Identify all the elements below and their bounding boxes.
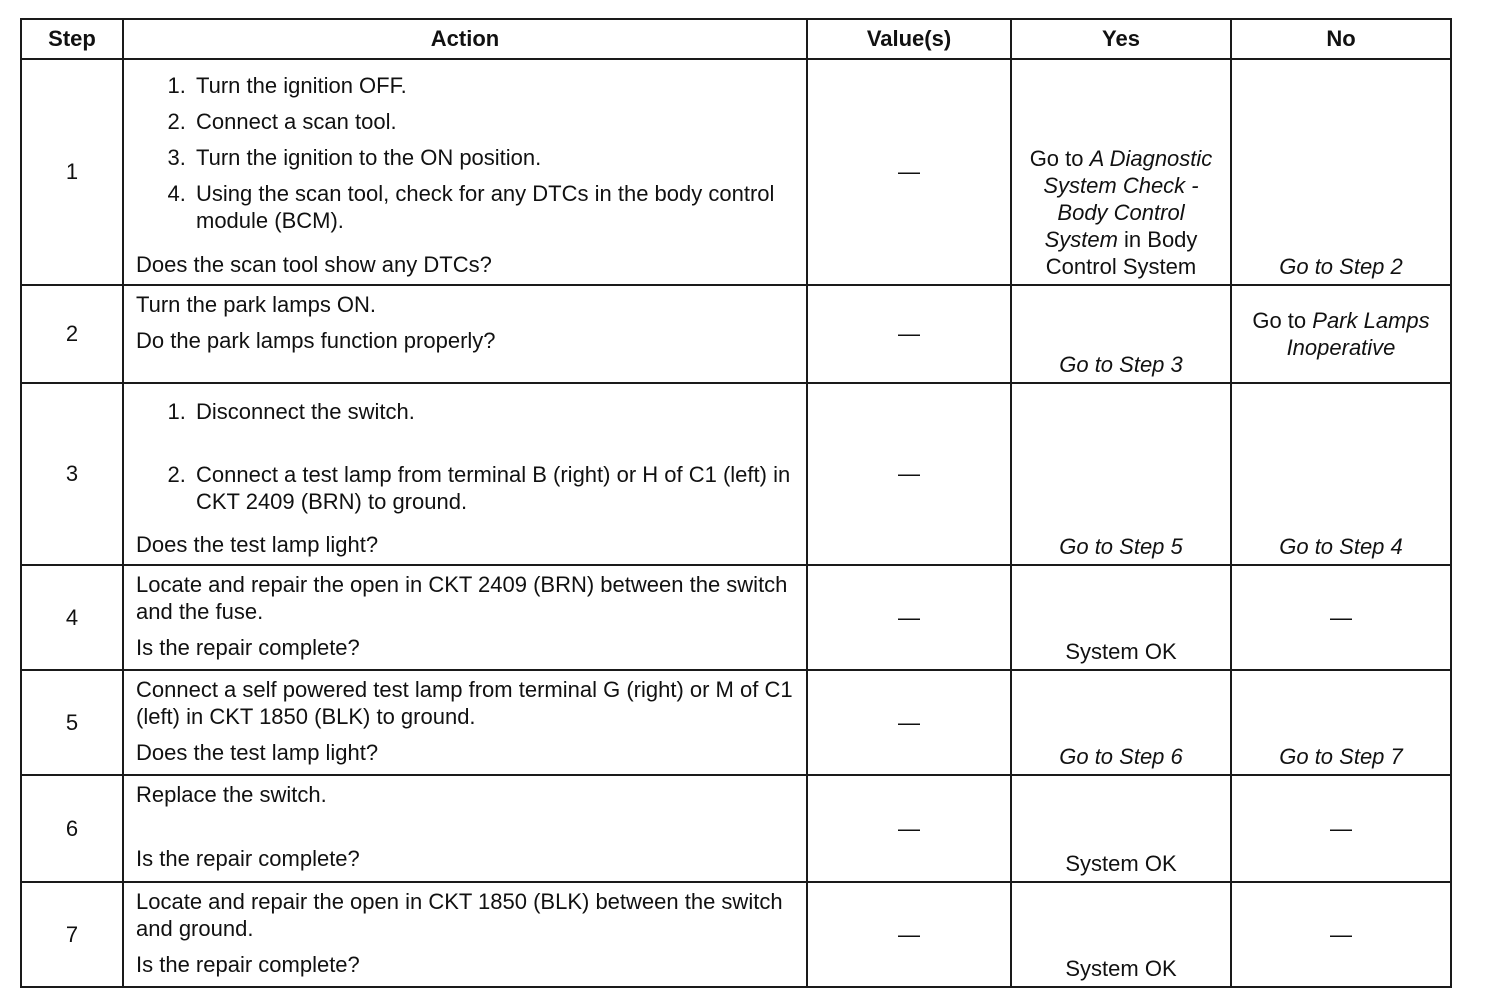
value-cell: — bbox=[807, 670, 1011, 775]
action-text: Replace the switch. bbox=[136, 782, 327, 807]
yes-link: Go to Step 6 bbox=[1059, 744, 1183, 769]
step-number: 4 bbox=[21, 565, 123, 670]
no-cell bbox=[1231, 670, 1451, 775]
table-row bbox=[21, 565, 1451, 670]
action-cell bbox=[123, 383, 807, 565]
no-link: Go to Step 7 bbox=[1279, 744, 1403, 769]
action-list bbox=[136, 72, 798, 234]
diagnostic-table bbox=[20, 18, 1452, 988]
no-cell: — bbox=[1231, 775, 1451, 882]
action-question: Does the test lamp light? bbox=[136, 740, 379, 765]
yes-suffix: in Body Control System bbox=[1045, 227, 1198, 279]
yes-cell bbox=[1011, 285, 1231, 383]
table-row bbox=[21, 285, 1451, 383]
step-number: 5 bbox=[21, 670, 123, 775]
yes-cell: System OK bbox=[1011, 882, 1231, 987]
step-number: 2 bbox=[21, 285, 123, 383]
no-cell bbox=[1231, 285, 1451, 383]
yes-cell: System OK bbox=[1011, 565, 1231, 670]
no-cell bbox=[1231, 59, 1451, 285]
yes-cell: System OK bbox=[1011, 775, 1231, 882]
yes-cell bbox=[1011, 59, 1231, 285]
value-cell: — bbox=[807, 775, 1011, 882]
no-cell bbox=[1231, 383, 1451, 565]
table-row bbox=[21, 775, 1451, 882]
header-action: Action bbox=[123, 19, 807, 59]
yes-link: A Diagnostic System Check - Body Control System bbox=[1043, 146, 1213, 252]
action-cell bbox=[123, 882, 807, 987]
list-item: 1. Turn the ignition OFF. bbox=[192, 72, 798, 99]
action-text: Locate and repair the open in CKT 1850 (BLK) between the switch and ground. bbox=[136, 889, 783, 941]
value-cell: — bbox=[807, 882, 1011, 987]
no-cell: — bbox=[1231, 565, 1451, 670]
action-question: Is the repair complete? bbox=[136, 952, 360, 977]
action-text: Turn the park lamps ON. bbox=[136, 292, 377, 317]
header-step: Step bbox=[21, 19, 123, 59]
list-item: 4. Using the scan tool, check for any DTCs in the body control module (BCM). bbox=[192, 180, 798, 234]
action-question: Do the park lamps function properly? bbox=[136, 328, 496, 353]
action-question: Does the test lamp light? bbox=[136, 532, 379, 557]
action-question: Is the repair complete? bbox=[136, 635, 360, 660]
header-no: No bbox=[1231, 19, 1451, 59]
action-text: Connect a self powered test lamp from terminal G (right) or M of C1 (left) in CKT 1850 (BLK) to ground. bbox=[136, 677, 793, 729]
no-link: Park Lamps Inoperative bbox=[1286, 308, 1430, 360]
no-link: Go to Step 4 bbox=[1279, 534, 1403, 559]
step-number: 7 bbox=[21, 882, 123, 987]
step-number: 3 bbox=[21, 383, 123, 565]
yes-cell bbox=[1011, 383, 1231, 565]
action-cell bbox=[123, 59, 807, 285]
step-number: 1 bbox=[21, 59, 123, 285]
value-cell: — bbox=[807, 59, 1011, 285]
table-row bbox=[21, 670, 1451, 775]
table-row bbox=[21, 882, 1451, 987]
table-row bbox=[21, 383, 1451, 565]
action-question: Does the scan tool show any DTCs? bbox=[136, 252, 492, 277]
yes-prefix: Go to bbox=[1029, 146, 1090, 171]
action-question: Is the repair complete? bbox=[136, 846, 360, 871]
header-values: Value(s) bbox=[807, 19, 1011, 59]
no-prefix: Go to bbox=[1252, 308, 1313, 333]
action-cell bbox=[123, 285, 807, 383]
no-cell: — bbox=[1231, 882, 1451, 987]
action-list bbox=[136, 398, 798, 515]
list-item: 2. Connect a scan tool. bbox=[192, 108, 798, 135]
value-cell: — bbox=[807, 383, 1011, 565]
table-row bbox=[21, 59, 1451, 285]
yes-cell bbox=[1011, 670, 1231, 775]
list-item: 3. Turn the ignition to the ON position. bbox=[192, 144, 798, 171]
action-cell bbox=[123, 565, 807, 670]
list-item: 1. Disconnect the switch. bbox=[192, 398, 798, 425]
action-cell bbox=[123, 670, 807, 775]
list-item: 2. Connect a test lamp from terminal B (right) or H of C1 (left) in CKT 2409 (BRN) to ground. bbox=[192, 461, 798, 515]
value-cell: — bbox=[807, 565, 1011, 670]
header-yes: Yes bbox=[1011, 19, 1231, 59]
no-link: Go to Step 2 bbox=[1279, 254, 1403, 279]
step-number: 6 bbox=[21, 775, 123, 882]
action-cell bbox=[123, 775, 807, 882]
value-cell: — bbox=[807, 285, 1011, 383]
yes-link: Go to Step 5 bbox=[1059, 534, 1183, 559]
yes-link: Go to Step 3 bbox=[1059, 352, 1183, 377]
header-row bbox=[21, 19, 1451, 59]
action-text: Locate and repair the open in CKT 2409 (BRN) between the switch and the fuse. bbox=[136, 572, 788, 624]
